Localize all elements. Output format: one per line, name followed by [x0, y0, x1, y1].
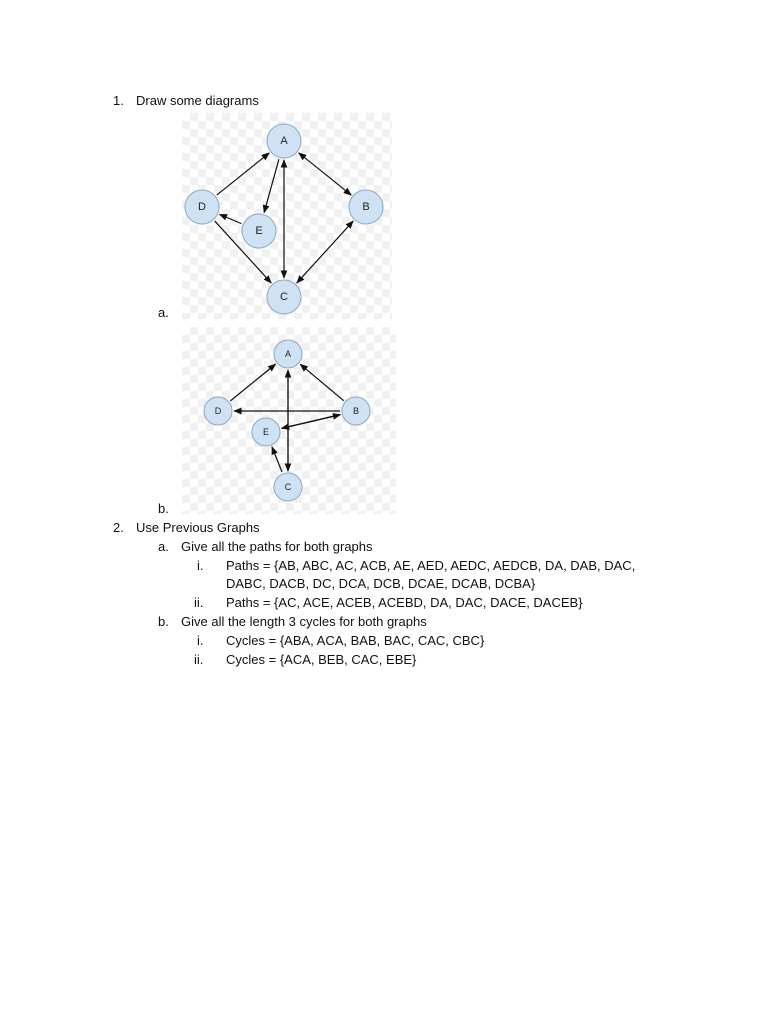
q2-b-text: Give all the length 3 cycles for both graphs: [181, 614, 427, 629]
q2-a-ii-label: ii.: [194, 595, 204, 610]
q2-b-i-label: i.: [197, 633, 204, 648]
q2-a-i-label: i.: [197, 558, 204, 573]
q2-number: 2.: [113, 520, 124, 535]
q2-a-text: Give all the paths for both graphs: [181, 539, 373, 554]
q2-a-i-line2: DABC, DACB, DC, DCA, DCB, DCAE, DCAB, DCBA}: [226, 576, 536, 591]
edge-a-b: [299, 153, 351, 195]
edge-d-a: [217, 153, 269, 195]
node-label: C: [280, 291, 288, 303]
q2-b-label: b.: [158, 614, 169, 629]
graph-b-svg: [182, 327, 396, 514]
node-c: [274, 473, 302, 501]
edge-e-d: [220, 214, 242, 223]
node-b: [342, 397, 370, 425]
graph-a-svg: [182, 113, 392, 319]
edge-b-e: [282, 415, 341, 429]
edge-b-c: [297, 221, 353, 283]
q1-number: 1.: [113, 93, 124, 108]
q2-b-ii-text: Cycles = {ACA, BEB, CAC, EBE}: [226, 652, 417, 667]
node-b: [349, 190, 383, 224]
q2-text: Use Previous Graphs: [136, 520, 260, 535]
edge-c-e: [272, 447, 282, 472]
edge-d-a: [230, 364, 275, 401]
q2-b-i-text: Cycles = {ABA, ACA, BAB, BAC, CAC, CBC}: [226, 633, 485, 648]
node-a: [274, 340, 302, 368]
q1-b-label: b.: [158, 501, 169, 516]
node-label: B: [362, 201, 370, 213]
graph-b-diagram: [182, 327, 396, 514]
q2-b-ii-label: ii.: [194, 652, 204, 667]
node-label: D: [214, 406, 222, 416]
node-a: [267, 124, 301, 158]
node-label: E: [255, 225, 263, 237]
q2-a-i-line1: Paths = {AB, ABC, AC, ACB, AE, AED, AEDC, AEDCB, DA, DAB, DAC,: [226, 558, 636, 573]
q1-text: Draw some diagrams: [136, 93, 259, 108]
node-c: [267, 280, 301, 314]
node-label: A: [284, 349, 292, 359]
node-e: [242, 214, 276, 248]
node-e: [252, 418, 280, 446]
edge-a-e: [264, 159, 279, 212]
node-d: [204, 397, 232, 425]
q2-a-label: a.: [158, 539, 169, 554]
q2-a-ii-text: Paths = {AC, ACE, ACEB, ACEBD, DA, DAC, DACE, DACEB}: [226, 595, 583, 610]
node-d: [185, 190, 219, 224]
node-label: C: [284, 482, 292, 492]
node-label: A: [280, 135, 288, 147]
edge-b-a: [300, 364, 343, 400]
node-label: D: [198, 201, 206, 213]
node-label: B: [352, 406, 360, 416]
node-label: E: [262, 427, 270, 437]
q1-a-label: a.: [158, 305, 169, 320]
graph-a-diagram: [182, 113, 392, 319]
